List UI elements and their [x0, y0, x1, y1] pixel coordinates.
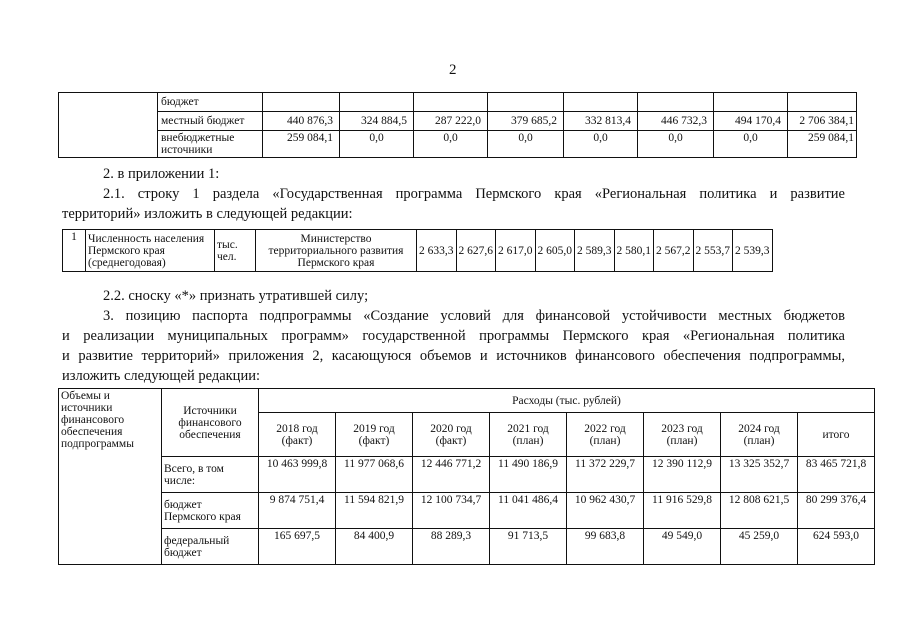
cell: 83 465 721,8 [798, 457, 875, 493]
cell: 11 041 486,4 [490, 493, 567, 529]
cell: 259 084,1 [788, 131, 857, 158]
paragraph: и реализации муниципальных программ» государственной программы Пермского края «Региональная политика [62, 328, 845, 344]
cell: 12 808 621,5 [721, 493, 798, 529]
responsible: Министерство территориального развития Пермского края [256, 230, 417, 272]
year-header: 2019 год (факт) [336, 413, 413, 457]
cell: 2 633,3 [417, 230, 457, 272]
paragraph: изложить следующей редакции: [62, 368, 260, 384]
cell: 2 706 384,1 [788, 112, 857, 131]
unit: тыс. чел. [215, 230, 256, 272]
empty-cell [59, 93, 158, 158]
cell: 84 400,9 [336, 529, 413, 565]
paragraph: 2. в приложении 1: [103, 166, 220, 182]
cell: 91 713,5 [490, 529, 567, 565]
year-header: 2018 год (факт) [259, 413, 336, 457]
cell: 0,0 [488, 131, 564, 158]
expenses-header: Расходы (тыс. рублей) [259, 389, 875, 413]
paragraph: территорий» изложить в следующей редакции: [62, 206, 353, 222]
cell: 11 916 529,8 [644, 493, 721, 529]
year-header: 2023 год (план) [644, 413, 721, 457]
cell: 10 962 430,7 [567, 493, 644, 529]
cell: 0,0 [564, 131, 638, 158]
cell: 324 884,5 [340, 112, 414, 131]
table-row [59, 493, 875, 529]
cell: 287 222,0 [414, 112, 488, 131]
year-header: 2021 год (план) [490, 413, 567, 457]
cell: 11 490 186,9 [490, 457, 567, 493]
cell: 332 813,4 [564, 112, 638, 131]
cell: 13 325 352,7 [721, 457, 798, 493]
total-header: итого [798, 413, 875, 457]
paragraph: 2.2. сноску «*» признать утратившей силу; [103, 288, 369, 304]
table-row [59, 131, 857, 158]
cell: 12 100 734,7 [413, 493, 490, 529]
cell: 165 697,5 [259, 529, 336, 565]
cell: 80 299 376,4 [798, 493, 875, 529]
cell: 9 874 751,4 [259, 493, 336, 529]
indicator-table [62, 229, 773, 272]
cell: 88 289,3 [413, 529, 490, 565]
cell: 2 553,7 [693, 230, 733, 272]
paragraph: и развитие территорий» приложения 2, касающуюся объемов и источников финансового обеспечения подпрограммы, [62, 348, 845, 364]
table-row [63, 230, 773, 272]
cell: 11 977 068,6 [336, 457, 413, 493]
indicator-name: Численность населения Пермского края (среднегодовая) [86, 230, 215, 272]
table-row [59, 457, 875, 493]
table-row [59, 93, 857, 112]
cell: 12 390 112,9 [644, 457, 721, 493]
cell: 11 594 821,9 [336, 493, 413, 529]
cell: 12 446 771,2 [413, 457, 490, 493]
table-row [59, 389, 875, 413]
cell: 0,0 [638, 131, 714, 158]
cell: 2 605,0 [535, 230, 575, 272]
row-label: бюджет [158, 93, 263, 112]
cell: 10 463 999,8 [259, 457, 336, 493]
cell: 2 589,3 [575, 230, 615, 272]
cell: 259 084,1 [263, 131, 340, 158]
paragraph: 3. позицию паспорта подпрограммы «Создание условий для финансовой устойчивости местных бюджетов [103, 308, 845, 324]
cell: 99 683,8 [567, 529, 644, 565]
cell: 446 732,3 [638, 112, 714, 131]
row-number: 1 [63, 230, 86, 272]
page-number: 2 [449, 62, 457, 78]
year-header: 2024 год (план) [721, 413, 798, 457]
cell: 494 170,4 [714, 112, 788, 131]
left-header: Объемы и источники финансового обеспечения подпрограммы [59, 389, 162, 565]
cell: 2 539,3 [733, 230, 773, 272]
row-label: внебюджетные источники [158, 131, 263, 158]
table-row [59, 112, 857, 131]
budget-continuation-table [58, 92, 857, 158]
row-label: местный бюджет [158, 112, 263, 131]
year-header: 2020 год (факт) [413, 413, 490, 457]
cell: 2 617,0 [496, 230, 536, 272]
paragraph: 2.1. строку 1 раздела «Государственная программа Пермского края «Региональная политика и развитие [103, 186, 845, 202]
cell: 2 567,2 [654, 230, 694, 272]
table-row [59, 529, 875, 565]
cell: 624 593,0 [798, 529, 875, 565]
row-label: Всего, в том числе: [162, 457, 259, 493]
cell: 45 259,0 [721, 529, 798, 565]
year-header: 2022 год (план) [567, 413, 644, 457]
cell: 0,0 [340, 131, 414, 158]
row-label: бюджет Пермского края [162, 493, 259, 529]
cell: 0,0 [714, 131, 788, 158]
cell: 11 372 229,7 [567, 457, 644, 493]
row-label: федеральный бюджет [162, 529, 259, 565]
cell: 2 580,1 [614, 230, 654, 272]
cell: 49 549,0 [644, 529, 721, 565]
financing-table [58, 388, 875, 565]
cell: 0,0 [414, 131, 488, 158]
cell: 2 627,6 [456, 230, 496, 272]
cell: 440 876,3 [263, 112, 340, 131]
cell: 379 685,2 [488, 112, 564, 131]
sources-header: Источники финансового обеспечения [162, 389, 259, 457]
